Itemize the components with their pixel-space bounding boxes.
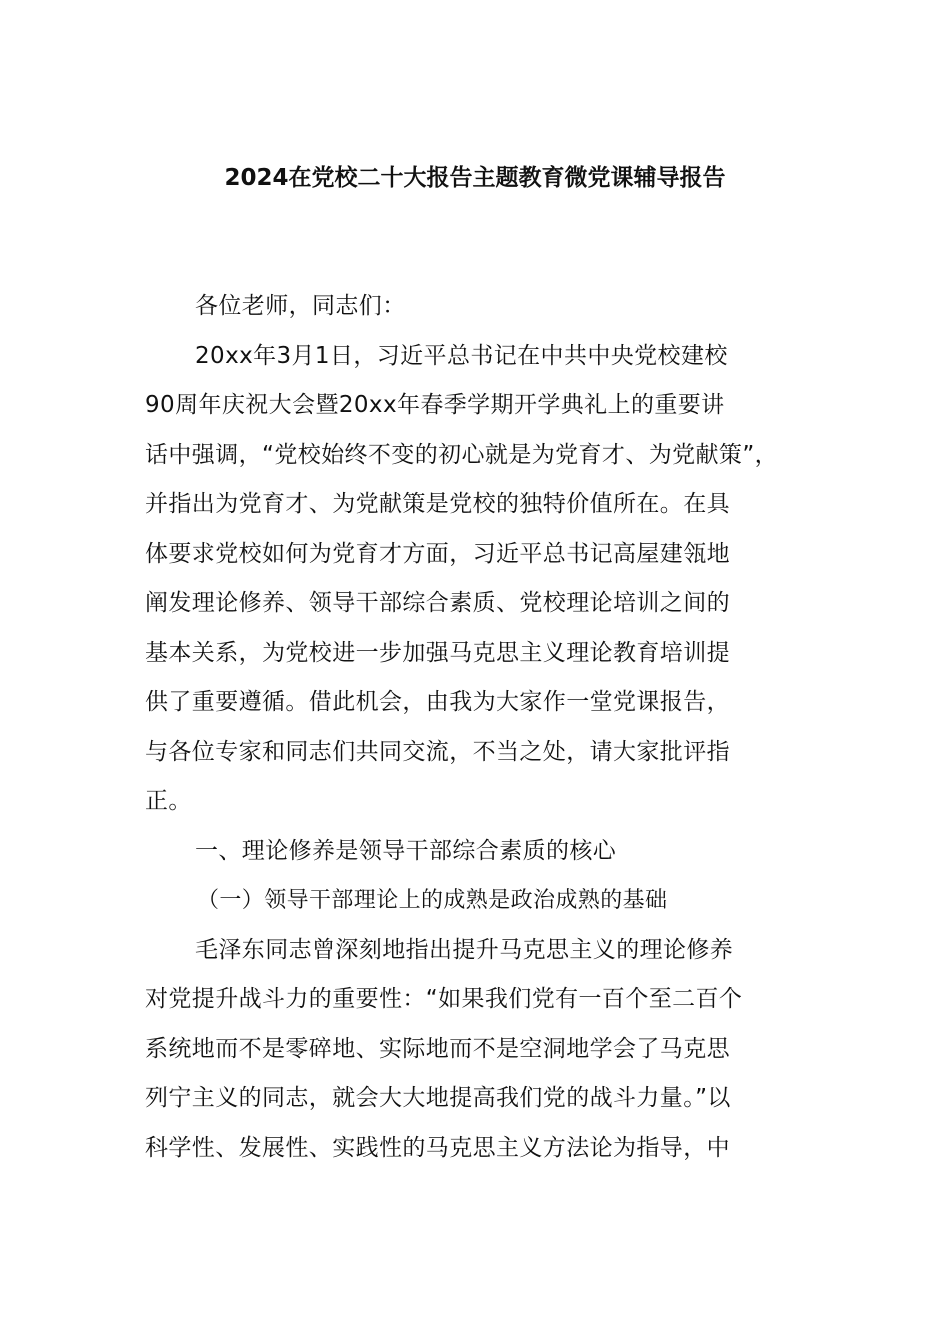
paragraph-line: 90周年庆祝大会暨20xx年春季学期开学典礼上的重要讲	[145, 392, 725, 418]
paragraph-section-1	[145, 926, 825, 1174]
paragraph-line: 20xx年3月1日，习近平总书记在中共中央党校建校	[195, 342, 728, 369]
paragraph-line: 基本关系，为党校进一步加强马克思主义理论教育培训提	[145, 639, 730, 666]
paragraph-line: 系统地而不是零碎地、实际地而不是空洞地学会了马克思	[145, 1035, 730, 1062]
paragraph-line: 阐发理论修养、领导干部综合素质、党校理论培训之间的	[145, 590, 730, 616]
paragraph-line: 话中强调，“党校始终不变的初心就是为党育才、为党献策”，	[145, 441, 779, 468]
subsection-heading: （一）领导干部理论上的成熟是政治成熟的基础	[197, 888, 668, 913]
section-heading: 一、理论修养是领导干部综合素质的核心	[195, 837, 617, 864]
document-body	[145, 282, 825, 1173]
paragraph-line: 体要求党校如何为党育才方面，习近平总书记高屋建瓴地	[145, 540, 730, 567]
paragraph-line: 与各位专家和同志们共同交流，不当之处，请大家批评指	[145, 738, 730, 765]
paragraph-line: 列宁主义的同志，就会大大地提高我们党的战斗力量。”以	[145, 1085, 731, 1111]
paragraph-line: 对党提升战斗力的重要性：“如果我们党有一百个至二百个	[145, 986, 743, 1012]
paragraph-line: 科学性、发展性、实践性的马克思主义方法论为指导，中	[145, 1134, 730, 1161]
paragraph-line: 正。	[145, 788, 192, 814]
document-title: 2024在党校二十大报告主题教育微党课辅导报告	[224, 165, 726, 191]
greeting: 各位老师，同志们：	[195, 293, 406, 319]
paragraph-line: 供了重要遵循。借此机会，由我为大家作一堂党课报告，	[145, 689, 730, 715]
paragraph-intro	[145, 332, 825, 827]
paragraph-line: 并指出为党育才、为党献策是党校的独特价值所在。在具	[145, 491, 730, 517]
paragraph-line: 毛泽东同志曾深刻地指出提升马克思主义的理论修养	[195, 936, 734, 963]
